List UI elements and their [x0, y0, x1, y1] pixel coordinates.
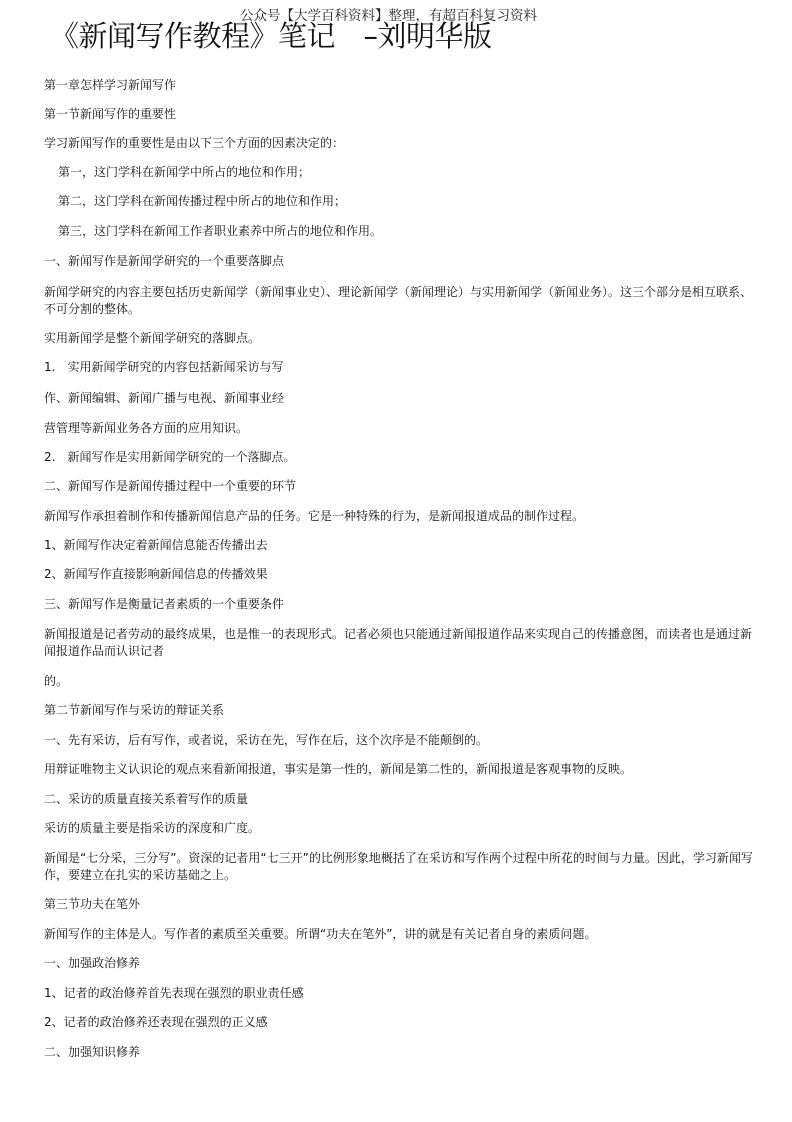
paragraph-line: 第三节功夫在笔外 — [44, 897, 141, 911]
paragraph-line: 采访的质量主要是指采访的深度和广度。 — [44, 821, 261, 835]
watermark-header: 公众号【大学百科资料】整理，有超百科复习资料 — [240, 8, 537, 24]
paragraph-line: 2. 新闻写作是实用新闻学研究的一个落脚点。 — [44, 450, 296, 464]
paragraph-line: 二、采访的质量直接关系着写作的质量 — [44, 792, 249, 806]
paragraph-line: 学习新闻写作的重要性是由以下三个方面的因素决定的： — [44, 136, 345, 150]
paragraph-line: 第一章怎样学习新闻写作 — [44, 78, 177, 92]
paragraph-line: 新闻学研究的内容主要包括历史新闻学（新闻事业史）、理论新闻学（新闻理论）与实用新闻学（新闻业务）。这三个部分是相互联系、不可分割的整体。 — [44, 285, 753, 316]
paragraph-line: 营管理等新闻业务各方面的应用知识。 — [44, 421, 249, 435]
paragraph-line: 第三，这门学科在新闻工作者职业素养中所占的地位和作用。 — [58, 224, 383, 238]
paragraph-line: 2、新闻写作直接影响新闻信息的传播效果 — [44, 567, 268, 581]
paragraph-line: 二、新闻写作是新闻传播过程中一个重要的环节 — [44, 479, 297, 493]
document-title: 《新闻写作教程》笔记 –刘明华版 — [50, 19, 492, 53]
paragraph-line: 二、加强知识修养 — [44, 1045, 141, 1059]
paragraph-line: 第一节新闻写作的重要性 — [44, 107, 177, 121]
paragraph-line: 新闻写作的主体是人。写作者的素质至关重要。所谓“功夫在笔外”，讲的就是有关记者自身的素质问题。 — [44, 927, 597, 941]
paragraph-line: 新闻写作承担着制作和传播新闻信息产品的任务。它是一种特殊的行为，是新闻报道成品的制作过程。 — [44, 509, 585, 523]
paragraph-line: 1、新闻写作决定着新闻信息能否传播出去 — [44, 538, 268, 552]
paragraph-line: 一、先有采访，后有写作，或者说，采访在先，写作在后，这个次序是不能颠倒的。 — [44, 733, 489, 747]
paragraph-line: 2、记者的政治修养还表现在强烈的正义感 — [44, 1015, 268, 1029]
paragraph-line: 用辩证唯物主义认识论的观点来看新闻报道，事实是第一性的，新闻是第二性的，新闻报道是客观事物的反映。 — [44, 762, 633, 776]
paragraph-line: 一、新闻写作是新闻学研究的一个重要落脚点 — [44, 254, 285, 268]
paragraph-line: 第一，这门学科在新闻学中所占的地位和作用； — [58, 165, 311, 179]
paragraph-line: 一、加强政治修养 — [44, 956, 141, 970]
paragraph-line: 新闻报道是记者劳动的最终成果，也是惟一的表现形式。记者必须也只能通过新闻报道作品来实现自己的传播意图，而读者也是通过新闻报道作品而认识记者 — [44, 627, 753, 658]
paragraph-line: 实用新闻学是整个新闻学研究的落脚点。 — [44, 331, 261, 345]
paragraph-line: 1. 实用新闻学研究的内容包括新闻采访与写 — [44, 360, 284, 374]
paragraph-line: 第二，这门学科在新闻传播过程中所占的地位和作用； — [58, 194, 347, 208]
paragraph-line: 第二节新闻写作与采访的辩证关系 — [44, 703, 225, 717]
paragraph-line: 的。 — [44, 674, 69, 688]
paragraph-line: 1、记者的政治修养首先表现在强烈的职业责任感 — [44, 986, 304, 1000]
paragraph-line: 三、新闻写作是衡量记者素质的一个重要条件 — [44, 597, 285, 611]
paragraph-line: 新闻是“七分采，三分写”。资深的记者用“七三开”的比例形象地概括了在采访和写作两个过程中所花的时间与力量。因此，学习新闻写作，要建立在扎实的采访基础之上。 — [44, 851, 753, 882]
paragraph-line: 作、新闻编辑、新闻广播与电视、新闻事业经 — [44, 391, 285, 405]
